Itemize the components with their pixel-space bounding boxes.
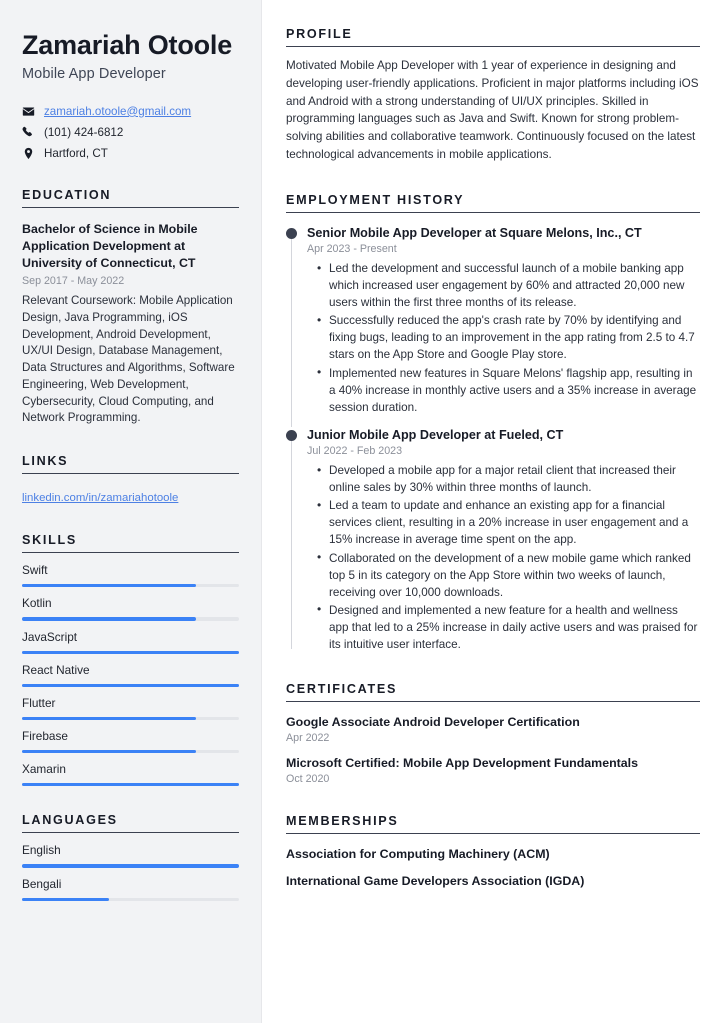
skill-level-fill (22, 684, 239, 687)
certificate-title: Microsoft Certified: Mobile App Development Fundamentals (286, 756, 639, 771)
language-label: English (22, 843, 61, 858)
employment-bullet: • Collaborated on the development of a new mobile game which ranked top 5 in its category on the App Store within two weeks of launch, receiving over 10,000 downloads. (329, 550, 700, 601)
skill-label: React Native (22, 662, 90, 677)
skill-level-fill (22, 750, 196, 753)
employment-bullet: • Led a team to update and enhance an existing app for a financial services client, resulting in a 20% increase in user engagement and a 15% increase in average time spent on the app. (329, 497, 700, 548)
language-row (22, 844, 239, 867)
skill-row (22, 763, 239, 786)
section-heading-certificates: CERTIFICATES (286, 682, 700, 702)
employment-date: Apr 2023 - Present (307, 243, 397, 256)
membership-entry (286, 873, 700, 889)
skill-level-fill (22, 617, 196, 620)
skill-level-track (22, 717, 239, 720)
timeline-dot-icon (286, 228, 297, 239)
skill-row (22, 730, 239, 753)
certificate-entry (286, 755, 700, 785)
profile-summary: Motivated Mobile App Developer with 1 year of experience in designing and developing user-friendly applications. Proficient in major platforms including iOS and Android with a strong understanding of UI/UX principles. Skilled in programming languages such as Java and Swift. Known for strong problem-solving abilities and collaborative teamwork. Continuously focused on the latest technological advancements in mobile applications. (286, 59, 699, 161)
employment-role: Junior Mobile App Developer at Fueled, CT (307, 427, 564, 442)
contact-phone (22, 125, 239, 140)
envelope-icon (22, 105, 35, 118)
language-level-fill (22, 898, 109, 901)
location-value: Hartford, CT (44, 146, 108, 160)
skill-level-fill (22, 783, 239, 786)
skill-level-track (22, 584, 239, 587)
employment-bullet: • Designed and implemented a new feature for a health and wellness app that led to a 25% increase in daily active users and was praised for its intuitive user interface. (329, 602, 700, 653)
employment-entry (286, 427, 700, 653)
section-heading-education: EDUCATION (22, 188, 239, 208)
skill-level-fill (22, 717, 196, 720)
language-level-track (22, 864, 239, 867)
section-heading-languages: LANGUAGES (22, 813, 239, 833)
phone-value: (101) 424-6812 (44, 125, 124, 139)
membership-title: Association for Computing Machinery (ACM) (286, 847, 550, 862)
section-heading-skills: SKILLS (22, 533, 239, 553)
membership-entry (286, 846, 700, 862)
skill-level-fill (22, 584, 196, 587)
employment-date: Jul 2022 - Feb 2023 (307, 445, 403, 458)
employment-bullet: • Implemented new features in Square Melons' flagship app, resulting in a 40% increase in monthly active users and a 35% increase in average session duration. (329, 365, 700, 416)
contact-list (22, 104, 239, 161)
skill-level-track (22, 783, 239, 786)
contact-email (22, 104, 239, 119)
email-link[interactable]: zamariah.otoole@gmail.com (44, 104, 192, 118)
candidate-name: Zamariah Otoole (22, 30, 233, 60)
certificate-date: Apr 2022 (286, 732, 330, 745)
employment-bullet: • Developed a mobile app for a major retail client that increased their online sales by 30% within three months of launch. (329, 462, 700, 496)
language-level-fill (22, 864, 239, 867)
employment-role: Senior Mobile App Developer at Square Melons, Inc., CT (307, 225, 642, 240)
language-label: Bengali (22, 876, 62, 891)
languages-list (22, 844, 239, 900)
education-degree: Bachelor of Science in Mobile Application Development at University of Connecticut, CT (22, 221, 198, 270)
employment-timeline (286, 225, 700, 653)
skill-row (22, 564, 239, 587)
main-content (262, 0, 724, 1023)
skill-level-fill (22, 651, 239, 654)
skill-row (22, 697, 239, 720)
candidate-job-title: Mobile App Developer (22, 65, 166, 82)
links-list (22, 488, 239, 506)
certificate-title: Google Associate Android Developer Certification (286, 714, 580, 729)
section-heading-profile: PROFILE (286, 27, 700, 47)
employment-entry (286, 225, 700, 416)
education-entry (22, 221, 239, 427)
sidebar (0, 0, 262, 1023)
skill-level-track (22, 651, 239, 654)
employment-bullets (307, 260, 700, 416)
skill-label: Swift (22, 563, 48, 578)
certificate-entry (286, 714, 700, 744)
skill-label: Flutter (22, 695, 56, 710)
skill-row (22, 664, 239, 687)
employment-bullet: • Successfully reduced the app's crash rate by 70% by identifying and fixing bugs, leading to an improvement in the app rating from 2.5 to 4.7 stars on the App Store and Google Play store. (329, 312, 700, 363)
section-heading-links: LINKS (22, 454, 239, 474)
contact-location (22, 146, 239, 161)
skill-row (22, 631, 239, 654)
section-heading-memberships: MEMBERSHIPS (286, 814, 700, 834)
memberships-list (286, 846, 700, 889)
timeline-dot-icon (286, 430, 297, 441)
employment-bullets (307, 462, 700, 653)
employment-bullet: • Led the development and successful launch of a mobile banking app which increased user engagement by 60% and attracted 20,000 new users within the first three months of its release. (329, 260, 700, 311)
link-item-linkedin[interactable]: linkedin.com/in/zamariahotoole (22, 492, 179, 505)
skill-label: Kotlin (22, 596, 52, 611)
certificate-date: Oct 2020 (286, 773, 330, 786)
language-level-track (22, 898, 239, 901)
skill-label: JavaScript (22, 629, 78, 644)
education-description: Relevant Coursework: Mobile Application Design, Java Programming, iOS Development, Android Development, UX/UI Design, Database Management, Data Structures and Algorithms, Software Engineering, Web Development, Cybersecurity, Cloud Computing, and Network Programming. (22, 293, 235, 425)
education-date: Sep 2017 - May 2022 (22, 274, 125, 287)
language-row (22, 878, 239, 901)
skill-label: Firebase (22, 729, 68, 744)
skill-level-track (22, 617, 239, 620)
certificates-list (286, 714, 700, 785)
membership-title: International Game Developers Association (IGDA) (286, 874, 585, 889)
skill-row (22, 597, 239, 620)
location-pin-icon (22, 147, 35, 160)
skill-level-track (22, 684, 239, 687)
skills-list (22, 564, 239, 786)
section-heading-employment: EMPLOYMENT HISTORY (286, 193, 700, 213)
skill-label: Xamarin (22, 762, 66, 777)
skill-level-track (22, 750, 239, 753)
phone-icon (22, 126, 35, 139)
